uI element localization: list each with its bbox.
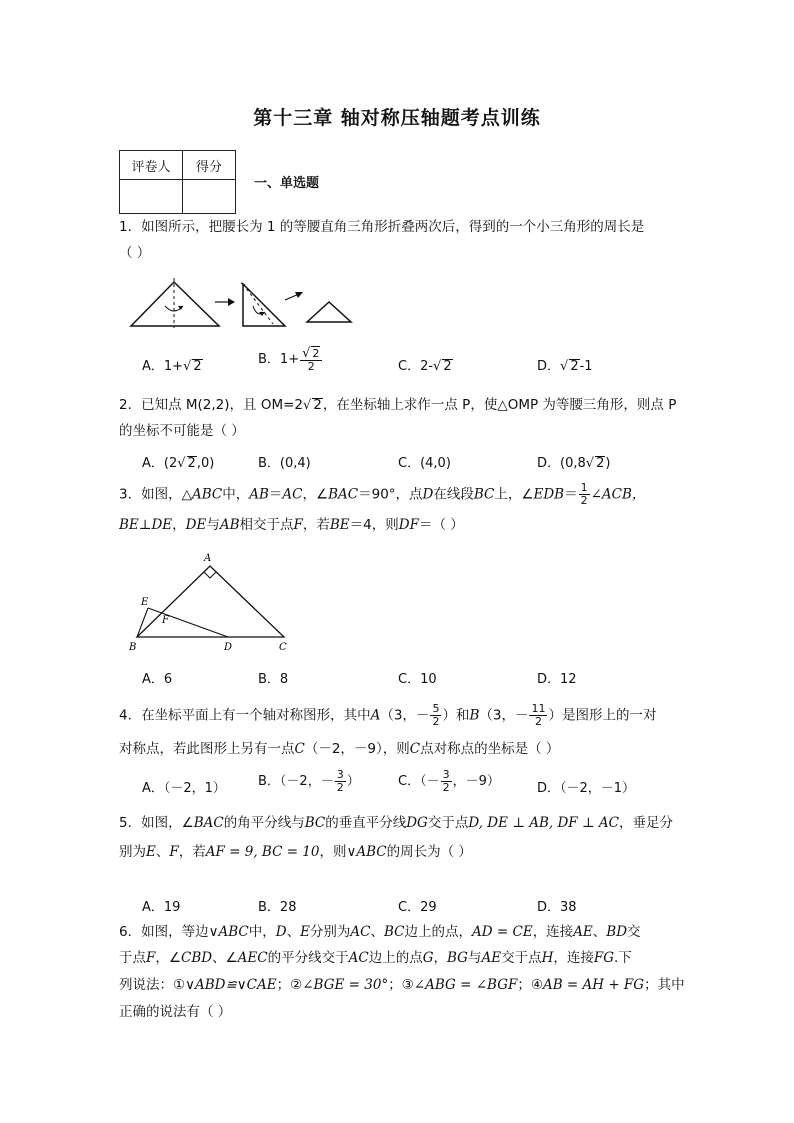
q4-option-d[interactable]: D．（－2，－1） xyxy=(537,781,636,796)
score-table xyxy=(119,150,236,214)
q4-stem-line1: 4．在坐标平面上有一个轴对称图形，其中A（3，－ $\frac{5}{2}$ ）和B（3，－ $\frac{11}{2}$ ）是图形上的一对 xyxy=(119,702,657,728)
q1-paren: （ ） xyxy=(119,245,151,261)
q5-option-c[interactable]: C．29 xyxy=(398,900,437,915)
q4-option-b[interactable]: B．（－2，－ $\frac{3}{2}$ ） xyxy=(258,768,360,794)
q3-label-e: E xyxy=(141,597,149,608)
score-table-header-grader: 评卷人 xyxy=(120,151,183,180)
q6-stem-line2: 于点F，∠CBD、∠AEC的平分线交于AC边上的点G，BG与AE交于点H，连接FG.下 xyxy=(119,950,632,966)
q2-option-b[interactable]: B．(0,4) xyxy=(258,456,311,471)
q6-stem-line4: 正确的说法有（ ） xyxy=(119,1004,232,1020)
q4-option-a[interactable]: A．（－2，1） xyxy=(142,781,226,796)
q5-option-a[interactable]: A．19 xyxy=(142,900,181,915)
q2-option-d[interactable]: D．(0,8√ 2) xyxy=(537,456,611,471)
q3-line-de xyxy=(148,608,228,637)
q5-stem-line1: 5．如图，∠BAC的角平分线与BC的垂直平分线DG交于点D, DE ⊥ AB, DF ⊥ AC，垂足分 xyxy=(119,815,674,831)
q5-option-d[interactable]: D．38 xyxy=(537,900,577,915)
q1-mid-triangle xyxy=(243,284,285,326)
q3-option-d[interactable]: D．12 xyxy=(537,672,577,687)
q3-line-be xyxy=(137,608,148,637)
q1-option-c[interactable]: C．2-√ 2 xyxy=(398,359,452,374)
q3-triangle-abc xyxy=(137,566,284,637)
q1-figure xyxy=(125,276,365,332)
page-title: 第十三章 轴对称压轴题考点训练 xyxy=(253,107,541,129)
q5-stem-line2: 别为E、F，若AF = 9, BC = 10，则∨ABC的周长为（ ） xyxy=(119,844,472,860)
q4-option-c[interactable]: C．（－ $\frac{3}{2}$ ，－9） xyxy=(398,768,500,794)
q2-stem-line2: 的坐标不可能是（ ） xyxy=(119,423,245,439)
q3-label-f: F xyxy=(162,615,169,626)
q3-label-a: A xyxy=(204,553,212,564)
q4-stem-line2: 对称点，若此图形上另有一点C（－2，－9），则C点对称点的坐标是（ ） xyxy=(119,741,560,757)
q1-big-triangle xyxy=(131,282,219,326)
score-table-header-score: 得分 xyxy=(183,151,236,180)
q1-small-triangle xyxy=(307,302,351,322)
q3-label-c: C xyxy=(279,642,287,653)
q1-stem xyxy=(119,217,644,237)
q2-option-a[interactable]: A．(2√ 2,0) xyxy=(142,456,215,471)
q3-option-b[interactable]: B．8 xyxy=(258,672,289,687)
q1-text: 1．如图所示，把腰长为 1 的等腰直角三角形折叠两次后，得到的一个小三角形的周长是 xyxy=(119,219,645,235)
q6-stem-line1: 6．如图，等边∨ABC中，D、E分别为AC、BC边上的点，AD = CE，连接AE、BD交 xyxy=(119,924,641,940)
q1-option-d[interactable]: D．√ 2-1 xyxy=(537,359,593,374)
q2-option-c[interactable]: C．(4,0) xyxy=(398,456,451,471)
q3-figure xyxy=(124,551,294,655)
score-table-cell xyxy=(120,180,183,214)
q3-label-b: B xyxy=(129,642,137,653)
q2-stem-line1: 2．已知点 M(2,2)，且 OM=2√ 2，在坐标轴上求作一点 P，使△OMP 为等腰三角形，则点 P xyxy=(119,397,677,413)
q3-stem-line1: 3．如图，△ABC中，AB＝AC，∠BAC＝90°，点D在线段BC上，∠EDB＝ $\frac{1}{2}$ ∠ACB， xyxy=(119,481,646,507)
q1-option-a[interactable]: A．1+√ 2 xyxy=(142,359,202,374)
q5-option-b[interactable]: B．28 xyxy=(258,900,297,915)
q3-option-c[interactable]: C．10 xyxy=(398,672,437,687)
q3-option-a[interactable]: A．6 xyxy=(142,672,173,687)
q1-option-b[interactable]: B．1+ $\frac{√ 2}{2}$ xyxy=(258,346,323,373)
score-table-cell xyxy=(183,180,236,214)
section-heading: 一、单选题 xyxy=(254,176,320,191)
q3-stem-line2: BE⊥DE，DE与AB相交于点F，若BE＝4，则DF＝（ ） xyxy=(119,517,464,533)
q6-stem-line3: 列说法：①∨ABD≌∨CAE；②∠BGE = 30°；③∠ABG = ∠BGF；④AB = AH + FG；其中 xyxy=(119,977,685,993)
q3-label-d: D xyxy=(224,642,233,653)
